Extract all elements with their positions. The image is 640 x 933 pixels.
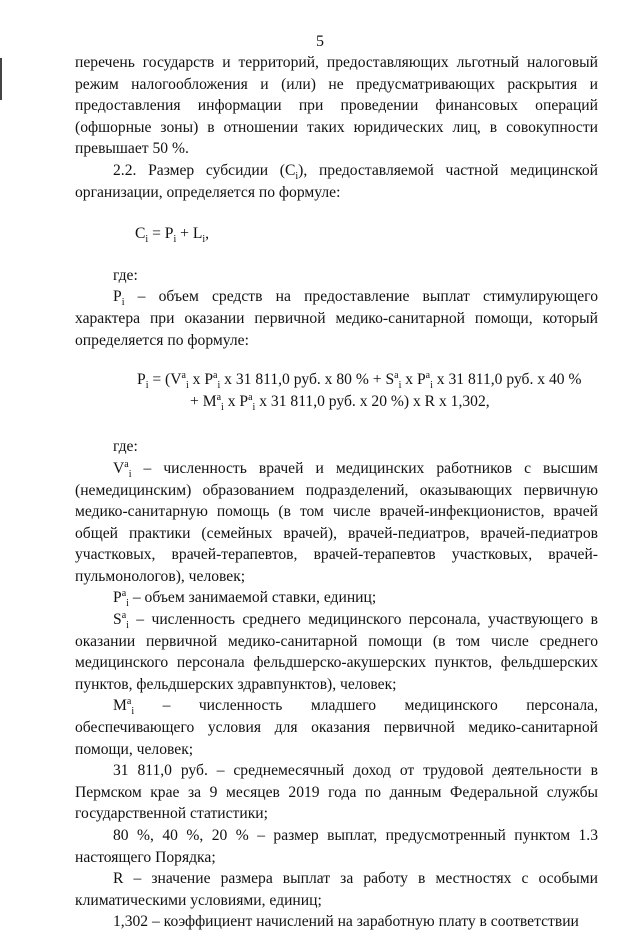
paragraph-pi-definition [75, 286, 598, 351]
symbol-m: M [113, 697, 127, 715]
formula-part: x 31 811,0 руб. x 40 % [432, 371, 582, 389]
subscript-i: i [430, 380, 433, 392]
subscript-i: i [202, 234, 206, 246]
subscript-i: i [217, 380, 221, 392]
paragraph-offshore: перечень государств и территорий, предоставляющих льготный налоговый режим налогообложения и (или) не предусматривающих раскрытия и предоставления информации при проведении финансовых операций (офшорные зоны) в отношении таких юридических лиц, в совокупности превышает 50 %. [75, 54, 598, 158]
where-label: где: [113, 266, 138, 284]
subscript-i: i [126, 598, 129, 610]
subscript-i: i [145, 380, 149, 392]
p-definition-text: – объем занимаемой ставки, единиц; [128, 589, 377, 607]
subscript-i: i [131, 706, 135, 718]
formula-part: x P [401, 371, 426, 389]
subscript-i: i [398, 380, 402, 392]
formula-part: + M [190, 392, 217, 410]
formula-part: x P [188, 371, 214, 389]
formula-symbol-p: P [137, 371, 146, 389]
v-definition-text: – численность врачей и медицинских работников с высшим (немедицинским) образованием подразделений, оказывающих первичную медико-санитарную помощь (в том числе врачей-инфекционистов, врачей общей практики (семейных врачей), врачей-педиатров, врачей-педиатров участковых, врачей-терапевтов, врачей-терапевтов участковых, врачей-пульмонологов), человек; [75, 459, 598, 585]
subsidy-size-lead: 2.2. Размер субсидии (C [113, 161, 296, 179]
superscript-a: a [181, 369, 186, 381]
subsidy-size-tail: ), предоставляемой частной медицинской организации, определяется по формуле: [75, 161, 598, 201]
symbol-p: P [113, 288, 122, 306]
formula-pi [75, 369, 598, 412]
document-body [75, 52, 598, 933]
superscript-a: a [216, 391, 222, 403]
paragraph-p-definition [75, 587, 598, 609]
subscript-i: i [126, 620, 129, 632]
formula-pi-line-1 [75, 369, 598, 391]
paragraph-v-definition [75, 458, 598, 588]
paragraph-payment-percent: 80 %, 40 %, 20 % – размер выплат, предусмотренный пунктом 1.3 настоящего Порядка; [75, 827, 598, 866]
m-definition-text: – численность младшего медицинского персонала, обеспечивающего условия для оказания первичной медико-санитарной помощи, человек; [75, 697, 598, 758]
superscript-a: a [121, 588, 127, 600]
formula-part: , [205, 225, 210, 243]
paragraph-average-income: 31 811,0 руб. – среднемесячный доход от трудовой деятельности в Пермском крае за 9 месяцев 2019 года по данным Федеральной службы государственной статистики; [75, 762, 598, 823]
symbol-p: P [113, 589, 122, 607]
subscript-i: i [252, 401, 256, 413]
paragraph-coefficient: 1,302 – коэффициент начислений на заработную плату в соответствии [113, 913, 579, 931]
formula-subsidy [75, 223, 598, 245]
formula-part: + L [176, 225, 203, 243]
superscript-a: a [121, 609, 127, 621]
paragraph-r-definition: R – значение размера выплат за работу в местностях с особыми климатическими условиями, единиц; [75, 870, 598, 909]
subscript-i: i [295, 171, 299, 183]
scan-edge-mark [0, 58, 2, 100]
superscript-a: a [425, 369, 431, 381]
subscript-i: i [128, 469, 132, 481]
formula-part: x P [223, 392, 249, 410]
symbol-s: S [113, 611, 122, 629]
superscript-a: a [213, 369, 218, 381]
page-number: 5 [316, 33, 324, 50]
subscript-i: i [221, 401, 224, 413]
formula-part: x 31 811,0 руб. x 20 %) x R x 1,302, [255, 392, 490, 410]
where-label: где: [113, 438, 138, 456]
pi-definition-text: – объем средств на предоставление выплат стимулирующего характера при оказании первичной медико-санитарной помощи, который определяется по формуле: [75, 288, 598, 349]
subscript-i: i [121, 297, 125, 309]
subscript-i: i [185, 380, 189, 392]
formula-part: = P [148, 225, 174, 243]
symbol-v: V [113, 459, 125, 477]
paragraph-s-definition [75, 609, 598, 695]
s-definition-text: – численность среднего медицинского персонала, участвующего в оказании первичной медико-санитарной помощи (в том числе среднего медицинского персонала фельдшерско-акушерских пунктов, фельдшерских пунктов, фельдшерских здравпунктов), человек; [75, 611, 598, 693]
paragraph-m-definition [75, 695, 598, 760]
subscript-i: i [145, 234, 149, 246]
formula-part: = (V [148, 371, 182, 389]
paragraph-subsidy-size [75, 160, 598, 203]
superscript-a: a [126, 696, 132, 708]
subscript-i: i [173, 234, 177, 246]
superscript-a: a [394, 369, 399, 381]
formula-pi-line-2 [75, 391, 598, 413]
formula-symbol-c: C [135, 225, 146, 243]
superscript-a: a [248, 391, 253, 403]
formula-part: x 31 811,0 руб. x 80 % + S [220, 371, 395, 389]
superscript-a: a [124, 458, 129, 470]
